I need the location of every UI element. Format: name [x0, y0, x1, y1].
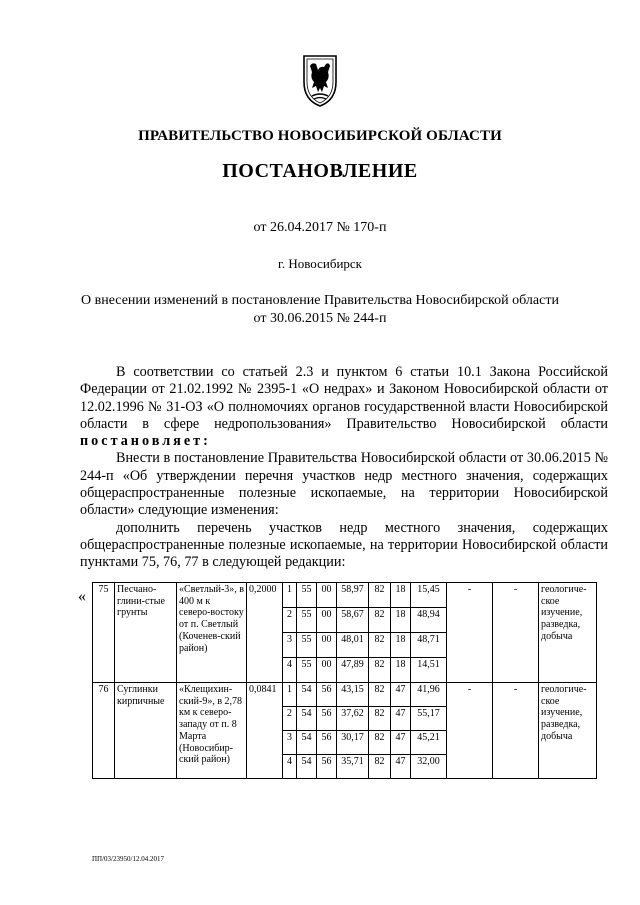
lon-min-cell: 47 — [391, 731, 411, 755]
point-number-cell: 3 — [283, 633, 297, 658]
lon-sec-cell: 45,21 — [411, 731, 447, 755]
lat-deg-cell: 55 — [297, 583, 317, 608]
point-number-cell: 3 — [283, 731, 297, 755]
lon-min-cell: 47 — [391, 683, 411, 707]
lon-deg-cell: 82 — [369, 658, 391, 683]
lon-sec-cell: 32,00 — [411, 755, 447, 779]
lon-min-cell: 18 — [391, 658, 411, 683]
lat-min-cell: 56 — [317, 731, 337, 755]
lon-deg-cell: 82 — [369, 583, 391, 608]
site-number-cell: 75 — [93, 583, 115, 683]
lat-deg-cell: 55 — [297, 658, 317, 683]
point-number-cell: 2 — [283, 707, 297, 731]
empty-field-cell: - — [447, 683, 493, 779]
lon-sec-cell: 48,94 — [411, 608, 447, 633]
area-cell: 0,2000 — [247, 583, 283, 683]
lat-deg-cell: 54 — [297, 731, 317, 755]
lat-sec-cell: 30,17 — [337, 731, 369, 755]
lon-deg-cell: 82 — [369, 608, 391, 633]
lat-sec-cell: 47,89 — [337, 658, 369, 683]
lon-deg-cell: 82 — [369, 683, 391, 707]
table-row — [93, 683, 597, 707]
lat-min-cell: 00 — [317, 633, 337, 658]
lat-deg-cell: 54 — [297, 683, 317, 707]
lon-deg-cell: 82 — [369, 707, 391, 731]
document-date-number: от 26.04.2017 № 170-п — [253, 220, 387, 235]
lat-sec-cell: 58,97 — [337, 583, 369, 608]
lat-min-cell: 56 — [317, 683, 337, 707]
document-subject — [60, 292, 580, 328]
empty-field-cell: - — [447, 583, 493, 683]
subject-line-1: О внесении изменений в постановление Правительства Новосибирской области — [81, 293, 559, 308]
lat-min-cell: 00 — [317, 658, 337, 683]
lat-min-cell: 56 — [317, 707, 337, 731]
site-location-cell: «Клещихин-ский-9», в 2,78 км к северо-западу от п. 8 Марта (Новосибир-ский район) — [177, 683, 247, 779]
lat-min-cell: 00 — [317, 583, 337, 608]
empty-field-cell: - — [493, 583, 539, 683]
site-location-cell: «Светлый-3», в 400 м к северо-востоку от п. Светлый (Коченев-ский район) — [177, 583, 247, 683]
lat-deg-cell: 54 — [297, 755, 317, 779]
lat-sec-cell: 58,67 — [337, 608, 369, 633]
purpose-cell: геологиче-ское изучение, разведка, добыча — [539, 583, 597, 683]
lat-min-cell: 00 — [317, 608, 337, 633]
organization-title: ПРАВИТЕЛЬСТВО НОВОСИБИРСКОЙ ОБЛАСТИ — [138, 128, 502, 144]
lat-sec-cell: 37,62 — [337, 707, 369, 731]
lat-sec-cell: 43,15 — [337, 683, 369, 707]
lon-sec-cell: 14,51 — [411, 658, 447, 683]
paragraph-preamble — [80, 364, 608, 450]
paragraph-supplement: дополнить перечень участков недр местного значения, содержащих общераспространенные полезные ископаемые, на территории Новосибирской области пунктами 75, 76, 77 в следующей редакции: — [80, 519, 608, 571]
lon-min-cell: 18 — [391, 608, 411, 633]
lat-deg-cell: 55 — [297, 633, 317, 658]
purpose-cell: геологиче-ское изучение, разведка, добыча — [539, 683, 597, 779]
point-number-cell: 1 — [283, 683, 297, 707]
table-open-quote: « — [78, 588, 86, 605]
document-type: ПОСТАНОВЛЕНИЕ — [222, 160, 418, 182]
mineral-cell: Песчано-глини-стые грунты — [115, 583, 177, 683]
lon-deg-cell: 82 — [369, 755, 391, 779]
lat-sec-cell: 48,01 — [337, 633, 369, 658]
document-body — [80, 364, 608, 572]
lon-sec-cell: 41,96 — [411, 683, 447, 707]
mineral-cell: Суглинки кирпичные — [115, 683, 177, 779]
paragraph-amend: Внести в постановление Правительства Новосибирской области от 30.06.2015 № 244-п «Об утверждении перечня участков недр местного значения, содержащих общераспространенные полезные ископаемые, на территории Новосибирской области» следующие изменения: — [80, 450, 608, 519]
lat-sec-cell: 35,71 — [337, 755, 369, 779]
lon-deg-cell: 82 — [369, 633, 391, 658]
subsoil-sites-table — [92, 582, 597, 779]
site-number-cell: 76 — [93, 683, 115, 779]
lat-deg-cell: 54 — [297, 707, 317, 731]
point-number-cell: 2 — [283, 608, 297, 633]
lon-min-cell: 47 — [391, 755, 411, 779]
footer-doc-code: ПП/03/23950/12.04.2017 — [92, 855, 164, 863]
point-number-cell: 4 — [283, 755, 297, 779]
lon-sec-cell: 48,71 — [411, 633, 447, 658]
point-number-cell: 1 — [283, 583, 297, 608]
decree-keyword: постановляет — [80, 433, 204, 450]
point-number-cell: 4 — [283, 658, 297, 683]
empty-field-cell: - — [493, 683, 539, 779]
lon-min-cell: 18 — [391, 633, 411, 658]
lat-min-cell: 56 — [317, 755, 337, 779]
table-row — [93, 583, 597, 608]
document-city: г. Новосибирск — [277, 256, 362, 271]
lon-sec-cell: 55,17 — [411, 707, 447, 731]
lat-deg-cell: 55 — [297, 608, 317, 633]
lon-min-cell: 47 — [391, 707, 411, 731]
lon-min-cell: 18 — [391, 583, 411, 608]
decree-keyword-colon: : — [203, 433, 211, 450]
lon-deg-cell: 82 — [369, 731, 391, 755]
coat-of-arms-icon — [298, 52, 342, 108]
lon-sec-cell: 15,45 — [411, 583, 447, 608]
preamble-text: В соответствии со статьей 2.3 и пунктом 6 статьи 10.1 Закона Российской Федерации от 21.02.1992 № 2395-1 «О недрах» и Законом Новосибирской области от 12.02.1996 № 31-ОЗ «О полномочиях органов государственной власти Новосибирской области в сфере недропользования» Правительство Новосибирской области — [80, 364, 608, 432]
area-cell: 0,0841 — [247, 683, 283, 779]
subject-line-2: от 30.06.2015 № 244-п — [253, 311, 387, 326]
